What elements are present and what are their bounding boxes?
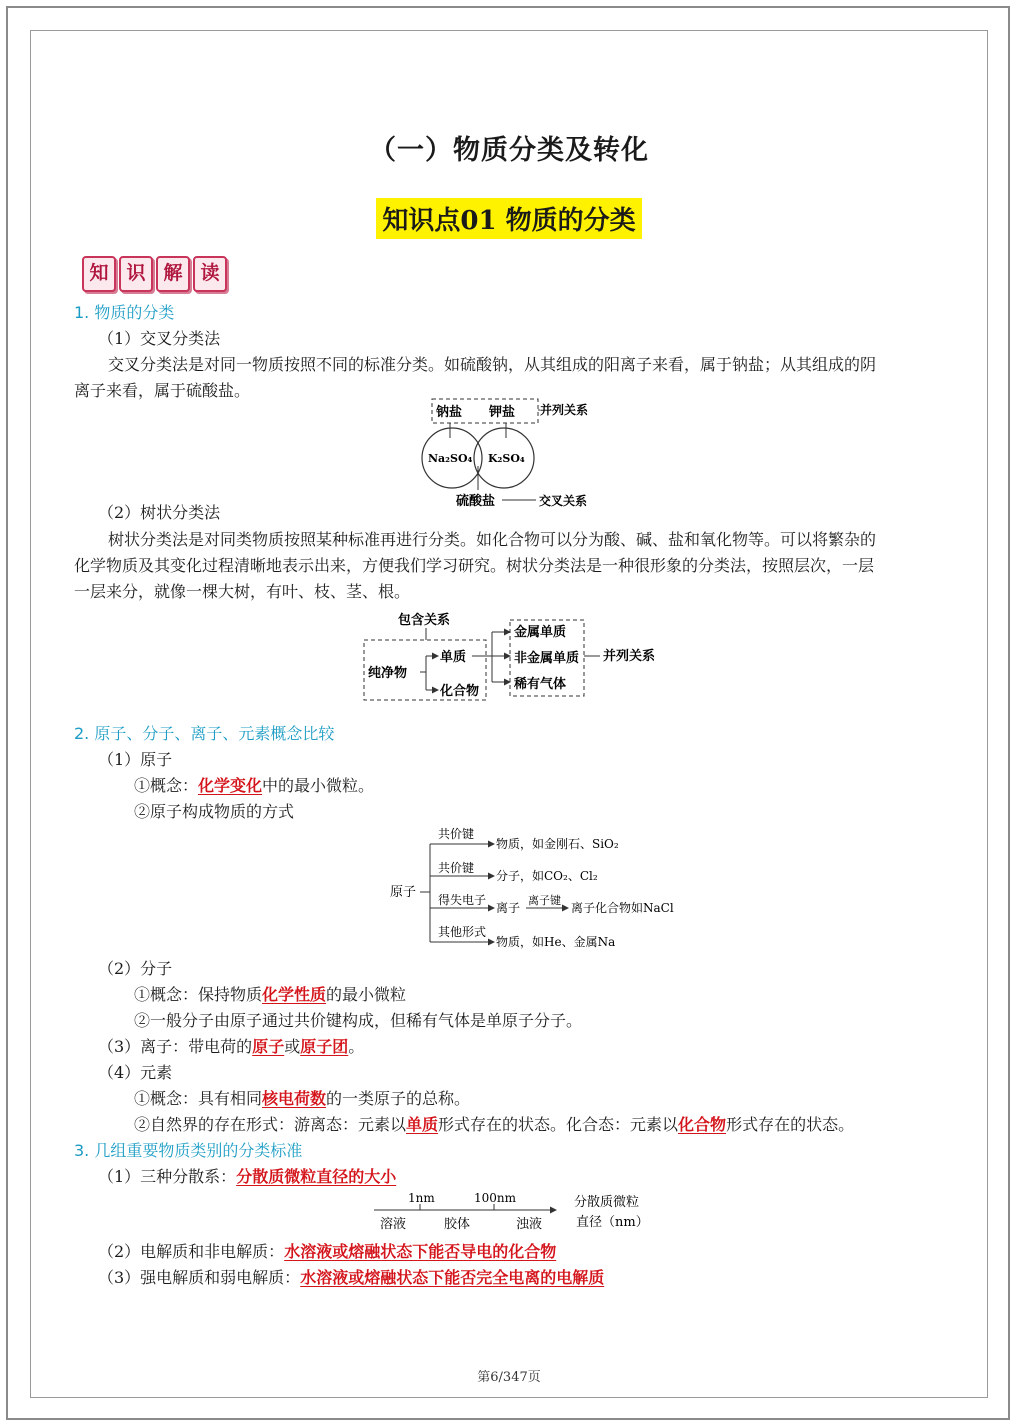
text: ①概念： [134, 776, 199, 795]
page-number: 第6/347页 [477, 1370, 541, 1385]
venn-na2so4: Na₂SO₄ [428, 452, 473, 465]
atom-method-line: ②原子构成物质的方式 [134, 802, 295, 821]
text: 的一类原子的总称。 [326, 1089, 471, 1108]
venn-sulfate: 硫酸盐 [456, 494, 496, 509]
badge-char: 知 [82, 256, 116, 292]
sub-heading-tree: （2）树状分类法 [98, 503, 221, 522]
axis-region-suspension: 浊液 [516, 1217, 543, 1232]
chapter-title: （一）物质分类及转化 [369, 135, 649, 166]
answer-blank: 化学性质 [262, 985, 327, 1004]
venn-k-salt: 钾盐 [489, 405, 516, 420]
text: 中的最小微粒。 [262, 776, 375, 795]
axis-region-colloid: 胶体 [444, 1217, 471, 1232]
dispersion-axis [370, 1188, 660, 1234]
tree-compound: 化合物 [440, 684, 480, 699]
section-3-heading: 3. 几组重要物质类别的分类标准 [74, 1141, 303, 1160]
venn-parallel-label: 并列关系 [540, 403, 589, 417]
knowledge-point-title-wrap [0, 198, 1018, 239]
section-2-heading: 2. 原子、分子、离子、元素概念比较 [74, 724, 335, 743]
answer-blank: 原子 [252, 1037, 285, 1056]
atom-bond-3: 得失电子 [438, 893, 487, 907]
tree-parallel-label: 并列关系 [603, 649, 656, 664]
text: （1）三种分散系： [98, 1167, 237, 1186]
paragraph-line: 离子来看，属于硫酸盐。 [74, 381, 251, 400]
text: 或 [284, 1037, 301, 1056]
electrolyte-line [98, 1239, 556, 1262]
answer-blank: 核电荷数 [262, 1089, 327, 1108]
atom-result-4: 物质，如He、金属Na [496, 935, 616, 949]
tree-nonmetal: 非金属单质 [514, 651, 580, 666]
venn-diagram [414, 396, 614, 511]
atom-concept-line [134, 773, 374, 796]
badge-char: 解 [156, 256, 190, 292]
tree-element: 单质 [440, 650, 467, 665]
section-1-heading: 1. 物质的分类 [74, 303, 175, 322]
answer-blank: 单质 [406, 1115, 439, 1134]
axis-caption-1: 分散质微粒 [574, 1195, 640, 1210]
atom-result-1: 物质，如金刚石、SiO₂ [496, 837, 619, 851]
venn-cross-label: 交叉关系 [539, 494, 588, 508]
dispersion-line [98, 1164, 396, 1187]
tree-include-label: 包含关系 [398, 613, 451, 628]
ion-line [98, 1034, 364, 1057]
venn-k2so4: K₂SO₄ [488, 452, 525, 465]
tree-diagram [360, 606, 670, 706]
tree-noble: 稀有气体 [514, 677, 567, 692]
tree-pure: 纯净物 [368, 666, 408, 681]
atom-result-3a: 离子 [496, 901, 521, 915]
answer-blank: 分散质微粒直径的大小 [236, 1167, 397, 1186]
element-existence-line [134, 1112, 854, 1135]
text: ②自然界的存在形式：游离态：元素以 [134, 1115, 407, 1134]
badge-char: 读 [193, 256, 227, 292]
text: 形式存在的状态。 [726, 1115, 855, 1134]
text: ①概念：保持物质 [134, 985, 263, 1004]
sub-heading-atom: （1）原子 [98, 750, 173, 769]
atom-result-2: 分子，如CO₂、Cl₂ [496, 869, 598, 883]
tree-metal: 金属单质 [514, 625, 567, 640]
atom-label: 原子 [390, 885, 417, 900]
text: （3）强电解质和弱电解质： [98, 1268, 301, 1287]
answer-blank: 化合物 [678, 1115, 727, 1134]
paragraph-line: 化学物质及其变化过程清晰地表示出来，方便我们学习研究。树状分类法是一种很形象的分类法，按照层次，一层 [74, 556, 875, 575]
sub-heading-molecule: （2）分子 [98, 959, 173, 978]
atom-bond-4: 其他形式 [438, 925, 487, 939]
element-concept-line [134, 1086, 470, 1109]
atom-bond-2: 共价键 [438, 861, 475, 875]
knowledge-point-title: 知识点01 物质的分类 [376, 198, 641, 239]
answer-blank: 水溶液或熔融状态下能否导电的化合物 [284, 1242, 557, 1261]
paragraph-line: 交叉分类法是对同一物质按照不同的标准分类。如硫酸钠，从其组成的阳离子来看，属于钠盐；从其组成的阴 [108, 355, 877, 374]
molecule-note-line: ②一般分子由原子通过共价键构成，但稀有气体是单原子分子。 [134, 1011, 583, 1030]
atom-result-3c: 离子化合物如NaCl [571, 901, 674, 915]
text: （3）离子：带电荷的 [98, 1037, 253, 1056]
text: 。 [348, 1037, 365, 1056]
sub-heading-element: （4）元素 [98, 1063, 173, 1082]
answer-blank: 化学变化 [198, 776, 263, 795]
strong-electrolyte-line [98, 1265, 604, 1288]
axis-caption-2: 直径（nm） [576, 1215, 649, 1230]
axis-tick-label: 100nm [474, 1191, 517, 1205]
text: ①概念：具有相同 [134, 1089, 263, 1108]
paragraph-line: 树状分类法是对同类物质按照某种标准再进行分类。如化合物可以分为酸、碱、盐和氧化物等。可以将繁杂的 [108, 530, 877, 549]
sub-heading-cross: （1）交叉分类法 [98, 329, 221, 348]
axis-region-solution: 溶液 [380, 1217, 407, 1232]
knowledge-badge [82, 256, 227, 290]
venn-na-salt: 钠盐 [436, 405, 463, 420]
text: 的最小微粒 [326, 985, 407, 1004]
paragraph-line: 一层来分，就像一棵大树，有叶、枝、茎、根。 [74, 582, 411, 601]
answer-blank: 水溶液或熔融状态下能否完全电离的电解质 [300, 1268, 605, 1287]
molecule-concept-line [134, 982, 406, 1005]
atom-bond-1: 共价键 [438, 827, 475, 841]
axis-tick-label: 1nm [408, 1191, 435, 1205]
atom-ionic-bond: 离子键 [528, 894, 561, 907]
answer-blank: 原子团 [300, 1037, 349, 1056]
atom-diagram [386, 824, 706, 952]
text: 形式存在的状态。化合态：元素以 [438, 1115, 679, 1134]
badge-char: 识 [119, 256, 153, 292]
text: （2）电解质和非电解质： [98, 1242, 285, 1261]
